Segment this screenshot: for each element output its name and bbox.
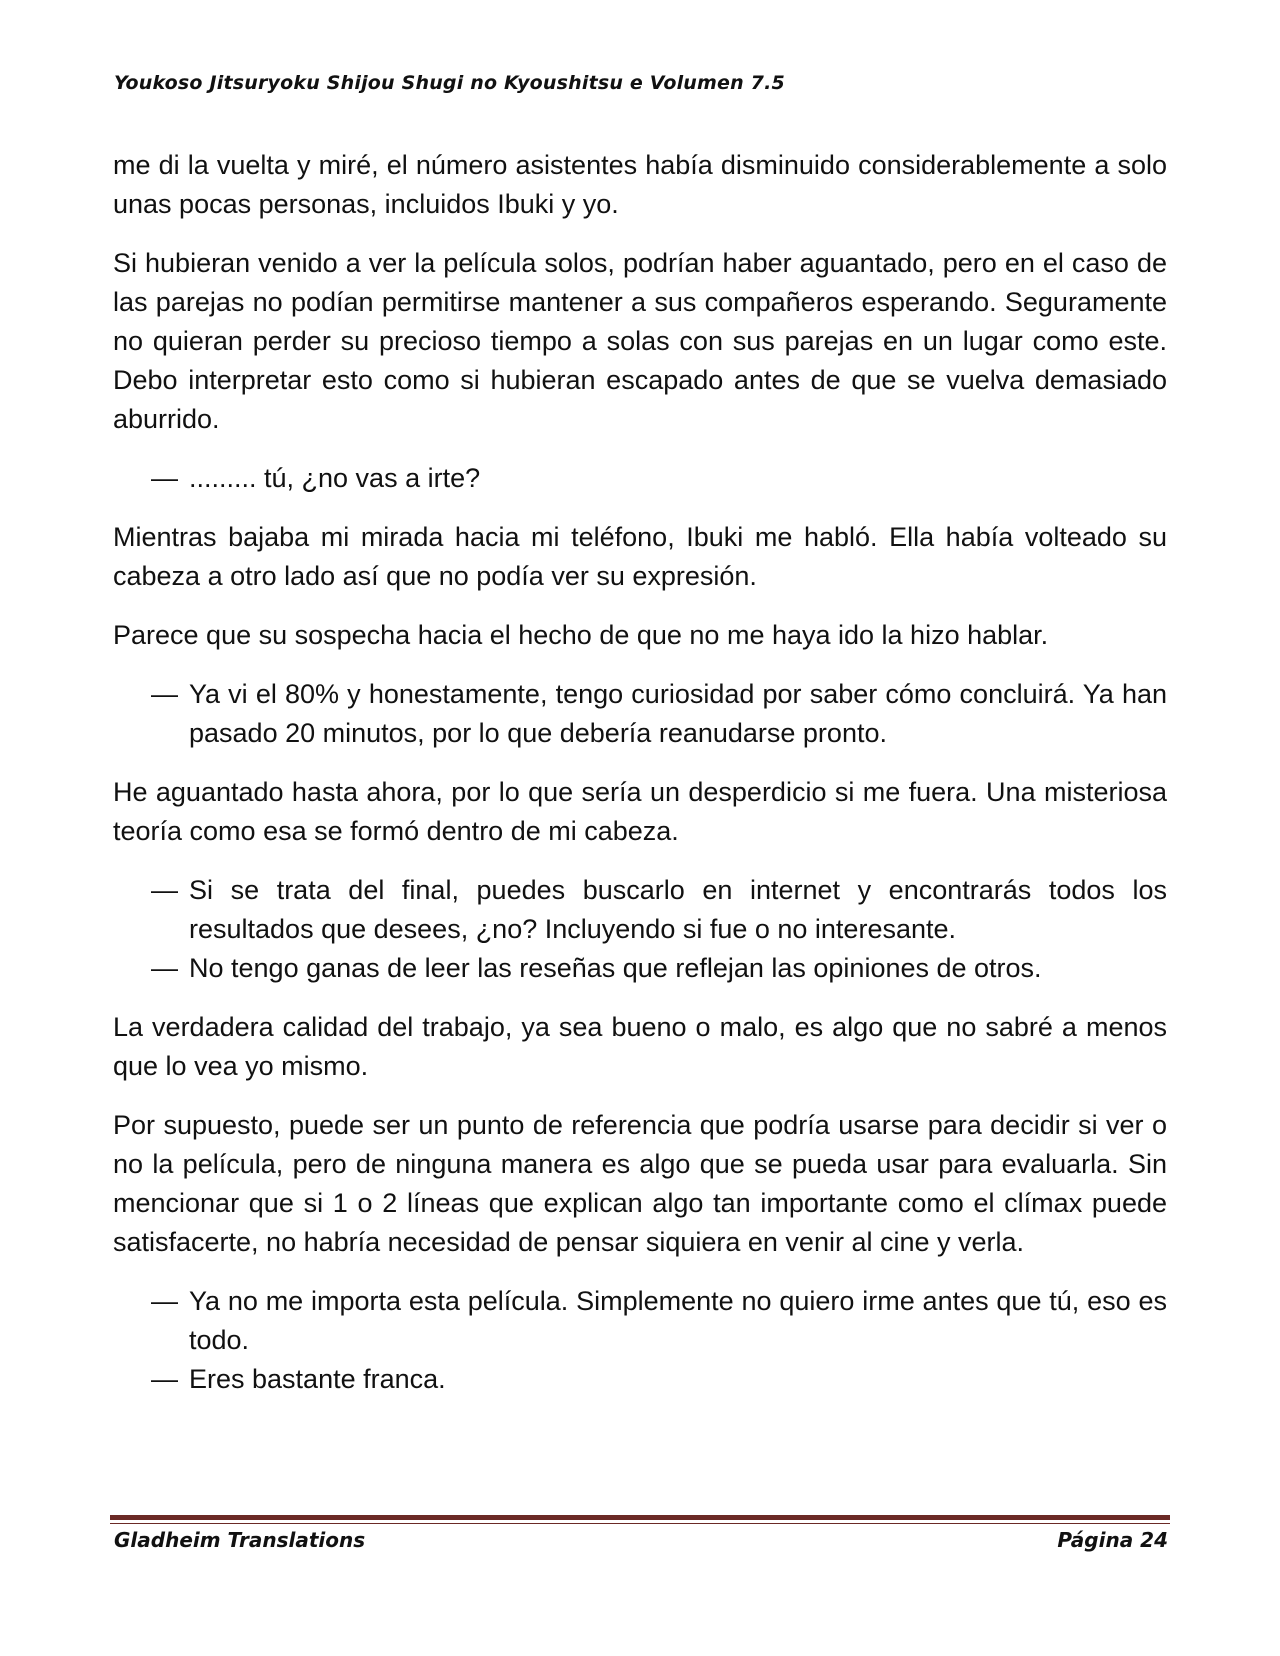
dialog-text: ......... tú, ¿no vas a irte? bbox=[189, 463, 481, 493]
paragraph: Si hubieran venido a ver la película solos, podrían haber aguantado, pero en el caso de las parejas no podían permitirse mantener a sus compañeros esperando. Seguramente no quieran perder su precioso tiempo a solas con sus parejas en un lugar como este. Debo interpretar esto como si hubieran escapado antes de que se vuelva demasiado aburrido. bbox=[113, 248, 1167, 434]
dialog-text: No tengo ganas de leer las reseñas que reflejan las opiniones de otros. bbox=[189, 953, 1042, 983]
paragraph: La verdadera calidad del trabajo, ya sea bueno o malo, es algo que no sabré a menos que lo vea yo mismo. bbox=[113, 1012, 1167, 1081]
dialog-text: Ya vi el 80% y honestamente, tengo curiosidad por saber cómo concluirá. Ya han pasado 20 minutos, por lo que debería reanudarse pronto. bbox=[189, 679, 1167, 748]
paragraph: He aguantado hasta ahora, por lo que sería un desperdicio si me fuera. Una misteriosa teoría como esa se formó dentro de mi cabeza. bbox=[113, 777, 1167, 846]
dialog-dash: — bbox=[151, 463, 178, 493]
dialog-line bbox=[151, 675, 1167, 753]
dialog-dash: — bbox=[151, 1286, 178, 1316]
dialog-group bbox=[113, 459, 1167, 498]
dialog-text: Si se trata del final, puedes buscarlo en internet y encontrarás todos los resultados que desees, ¿no? Incluyendo si fue o no interesante. bbox=[189, 875, 1167, 944]
dialog-dash: — bbox=[151, 953, 178, 983]
dialog-line bbox=[151, 1360, 1167, 1399]
dialog-line bbox=[151, 949, 1167, 988]
paragraph: me di la vuelta y miré, el número asistentes había disminuido considerablemente a solo unas pocas personas, incluidos Ibuki y yo. bbox=[113, 150, 1167, 219]
page-body bbox=[113, 146, 1167, 1419]
page-number: Página 24 bbox=[1057, 1528, 1168, 1552]
dialog-line bbox=[151, 459, 1167, 498]
paragraph: Parece que su sospecha hacia el hecho de que no me haya ido la hizo hablar. bbox=[113, 620, 1049, 650]
dialog-group bbox=[113, 871, 1167, 988]
dialog-dash: — bbox=[151, 875, 178, 905]
footer-divider-thin bbox=[110, 1523, 1170, 1524]
dialog-group bbox=[113, 675, 1167, 753]
page-header-title: Youkoso Jitsuryoku Shijou Shugi no Kyoushitsu e Volumen 7.5 bbox=[114, 72, 785, 94]
dialog-line bbox=[151, 871, 1167, 949]
paragraph: Mientras bajaba mi mirada hacia mi teléfono, Ibuki me habló. Ella había volteado su cabeza a otro lado así que no podía ver su expresión. bbox=[113, 522, 1167, 591]
dialog-dash: — bbox=[151, 679, 178, 709]
dialog-line bbox=[151, 1282, 1167, 1360]
footer-divider bbox=[110, 1515, 1170, 1520]
paragraph: Por supuesto, puede ser un punto de referencia que podría usarse para decidir si ver o no la película, pero de ninguna manera es algo que se pueda usar para evaluarla. Sin mencionar que si 1 o 2 líneas que explican algo tan importante como el clímax puede satisfacerte, no habría necesidad de pensar siquiera en venir al cine y verla. bbox=[113, 1110, 1167, 1257]
dialog-text: Eres bastante franca. bbox=[189, 1364, 446, 1394]
dialog-dash: — bbox=[151, 1364, 178, 1394]
footer-credit: Gladheim Translations bbox=[114, 1528, 366, 1552]
dialog-group bbox=[113, 1282, 1167, 1399]
dialog-text: Ya no me importa esta película. Simplemente no quiero irme antes que tú, eso es todo. bbox=[189, 1286, 1167, 1355]
